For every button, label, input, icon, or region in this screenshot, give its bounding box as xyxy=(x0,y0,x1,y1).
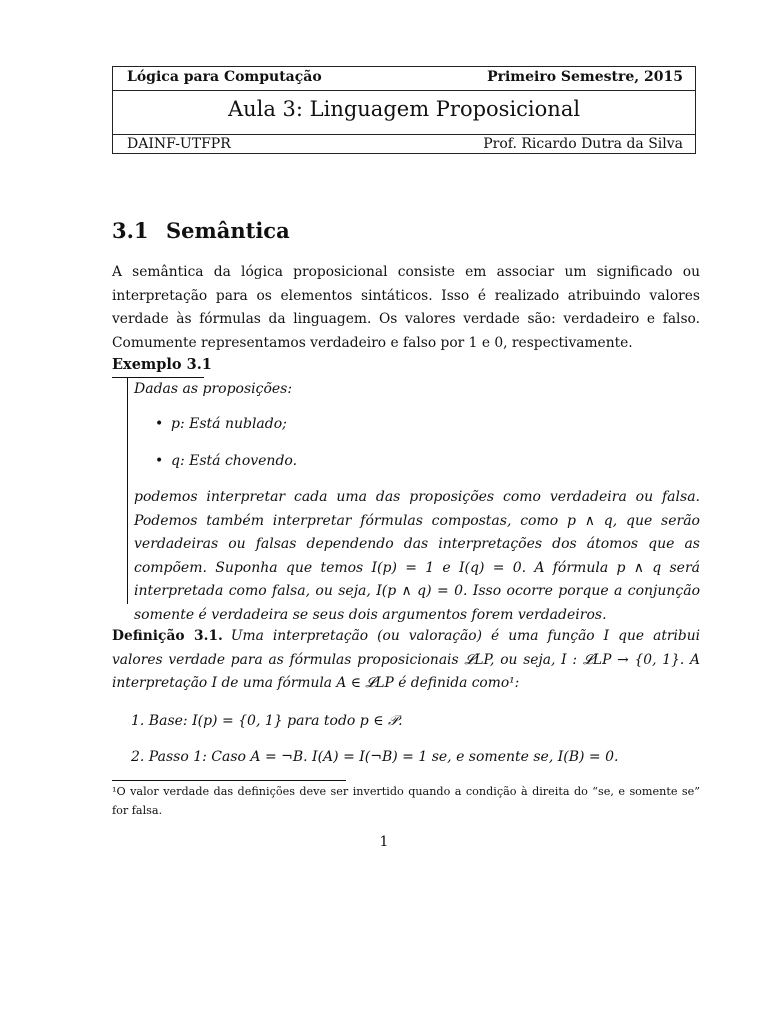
definition-item-base: 1. Base: I(p) = {0, 1} para todo p ∈ 𝒫. xyxy=(131,713,403,729)
bullet-text: q: Está chovendo. xyxy=(171,453,298,469)
example-title: Exemplo 3.1 xyxy=(112,356,212,373)
example-body: podemos interpretar cada uma das proposições como verdadeira ou falsa. Podemos também interpretar fórmulas compostas, como p ∧ q, que serão verdadeiras ou falsas dependendo das interpretações dos átomos que as compõem. Suponha que temos I(p) = 1 e I(q) = 0. A fórmula p ∧ q será interpretada como falsa, ou seja, I(p ∧ q) = 0. Isso ocorre porque a conjunção somente é verdadeira se seus dois argumentos forem verdadeiros. xyxy=(134,489,700,623)
definition-item-step1: 2. Passo 1: Caso A = ¬B. I(A) = I(¬B) = 1 se, e somente se, I(B) = 0. xyxy=(131,749,619,765)
example-title-underline xyxy=(112,377,204,378)
lecture-header xyxy=(112,66,696,154)
section-title: Semântica xyxy=(166,218,290,243)
bullet-text: p: Está nublado; xyxy=(171,416,287,432)
definition-label: Definição 3.1. xyxy=(112,628,223,644)
header-divider-top xyxy=(113,90,695,91)
page-number: 1 xyxy=(379,834,389,850)
example-bullet-p xyxy=(155,416,287,432)
definition xyxy=(112,625,700,696)
intro-paragraph: A semântica da lógica proposicional consiste em associar um significado ou interpretação para os elementos sintáticos. Isso é realizado atribuindo valores verdade às fórmulas da linguagem. Os valores verdade são: verdadeiro e falso. Comumente representamos verdadeiro e falso por 1 e 0, respectivamente. xyxy=(112,264,700,351)
header-divider-bottom xyxy=(113,134,695,135)
lecture-title: Aula 3: Linguagem Proposicional xyxy=(227,97,581,121)
section-number: 3.1 xyxy=(112,218,149,243)
definition-text: Uma interpretação (ou valoração) é uma função I que atribui valores verdade para as fórmulas proposicionais 𝓛LP, ou seja, I : 𝓛LP → {0, 1}. A interpretação I de uma fórmula A ∈ 𝓛LP é definida como¹: xyxy=(112,628,700,691)
header-bottom-row xyxy=(127,136,683,152)
semester: Primeiro Semestre, 2015 xyxy=(487,69,683,85)
example-intro: Dadas as proposições: xyxy=(134,381,293,397)
section-heading xyxy=(112,218,290,243)
example-left-rule xyxy=(127,378,128,604)
footnote-rule xyxy=(112,780,346,781)
example-bullet-q xyxy=(155,453,297,469)
course-name: Lógica para Computação xyxy=(127,69,322,85)
department: DAINF-UTFPR xyxy=(127,136,231,152)
footnote: ¹O valor verdade das definições deve ser invertido quando a condição à direita do “se, e somente se” for falsa. xyxy=(112,785,700,817)
header-top-row xyxy=(127,69,683,85)
professor: Prof. Ricardo Dutra da Silva xyxy=(483,136,683,152)
